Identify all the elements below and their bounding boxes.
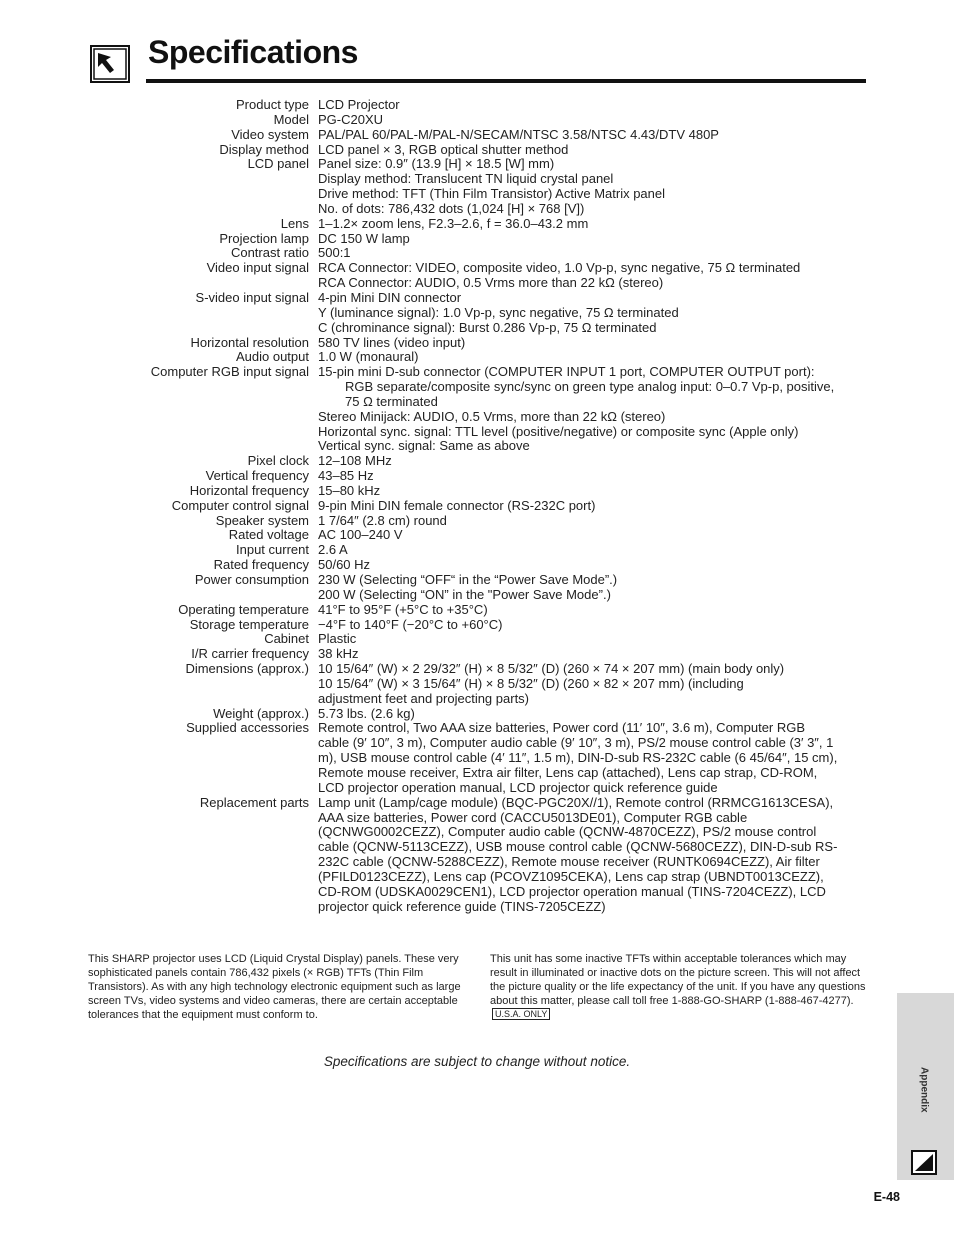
spec-value-line: AC 100–240 V bbox=[318, 527, 403, 543]
spec-label: Computer RGB input signal bbox=[150, 364, 309, 380]
spec-value-line: Stereo Minijack: AUDIO, 0.5 Vrms, more than 22 kΩ (stereo) bbox=[318, 408, 666, 424]
spec-label: Projection lamp bbox=[219, 230, 309, 246]
spec-value-line: projector quick reference guide (TINS-7205CEZZ) bbox=[318, 898, 606, 914]
spec-value-line: LCD Projector bbox=[318, 97, 400, 112]
spec-row bbox=[90, 454, 870, 469]
spec-value-line: 9-pin Mini DIN female connector (RS-232C port) bbox=[318, 497, 596, 513]
spec-value-line: 232C cable (QCNW-5288CEZZ), Remote mouse receiver (RUNTK0694CEZZ), Air filter bbox=[318, 854, 820, 870]
spec-values bbox=[318, 662, 870, 707]
spec-value-line: 1.0 W (monaural) bbox=[318, 349, 419, 365]
spec-label: Weight (approx.) bbox=[213, 705, 309, 721]
spec-row bbox=[90, 350, 870, 365]
spec-value-line: 41°F to 95°F (+5°C to +35°C) bbox=[318, 601, 488, 617]
spec-label: Vertical frequency bbox=[205, 468, 309, 484]
spec-values bbox=[318, 499, 870, 514]
spec-row bbox=[90, 128, 870, 143]
spec-values bbox=[318, 573, 870, 603]
spec-value-line: 1 7/64″ (2.8 cm) round bbox=[318, 512, 447, 528]
corner-square-icon bbox=[911, 1150, 937, 1175]
spec-values bbox=[318, 291, 870, 336]
spec-value-line: PG-C20XU bbox=[318, 111, 384, 127]
corner-arrow-icon bbox=[90, 45, 130, 83]
spec-label: Product type bbox=[236, 97, 309, 112]
spec-value-line: 38 kHz bbox=[318, 646, 359, 662]
spec-row bbox=[90, 365, 870, 380]
spec-values bbox=[318, 528, 870, 543]
spec-value-line: (PFILD0123CEZZ), Lens cap (PCOVZ1095CEKA), Lens cap strap (UBNDT0013CEZZ), bbox=[318, 868, 824, 884]
spec-label: Speaker system bbox=[215, 512, 309, 528]
spec-values bbox=[318, 336, 870, 351]
spec-label: Display method bbox=[219, 141, 309, 157]
spec-value-line: Lamp unit (Lamp/cage module) (BQC-PGC20X//1), Remote control (RRMCG1613CESA), bbox=[318, 794, 834, 810]
notice-text: Specifications are subject to change without notice. bbox=[323, 1054, 631, 1069]
spec-label: Video system bbox=[231, 126, 309, 142]
spec-row bbox=[90, 484, 870, 499]
spec-value-line: LCD projector operation manual, LCD projector quick reference guide bbox=[318, 779, 718, 795]
spec-row bbox=[90, 246, 870, 261]
spec-row bbox=[90, 469, 870, 484]
spec-label: Storage temperature bbox=[189, 616, 309, 632]
spec-values bbox=[318, 261, 870, 291]
spec-label: Rated voltage bbox=[228, 527, 309, 543]
spec-value-line: Display method: Translucent TN liquid crystal panel bbox=[318, 171, 614, 187]
spec-row bbox=[90, 647, 870, 662]
spec-label: Model bbox=[273, 111, 309, 127]
spec-label: S-video input signal bbox=[195, 289, 309, 305]
spec-value-line: Panel size: 0.9″ (13.9 [H] × 18.5 [W] mm) bbox=[318, 156, 555, 172]
spec-value-line: 500:1 bbox=[318, 245, 351, 261]
spec-value-line: Drive method: TFT (Thin Film Transistor) Active Matrix panel bbox=[318, 186, 666, 202]
spec-values bbox=[318, 410, 870, 455]
spec-value-line: cable (9′ 10″, 3 m), Computer audio cable (9′ 10″, 3 m), PS/2 mouse control cable (3′ 3″, 1 bbox=[318, 735, 834, 751]
spec-value-line: CD-ROM (UDSKA0029CEN1), LCD projector operation manual (TINS-7204CEZZ), LCD bbox=[318, 883, 826, 899]
spec-values bbox=[318, 647, 870, 662]
spec-value-line: PAL/PAL 60/PAL-M/PAL-N/SECAM/NTSC 3.58/NTSC 4.43/DTV 480P bbox=[318, 126, 719, 142]
spec-row bbox=[90, 543, 870, 558]
spec-values bbox=[318, 469, 870, 484]
spec-value-line: 15–80 kHz bbox=[318, 482, 381, 498]
lcd-note-contact: If you have any questions about this matter, please call toll free 1-888-GO-SHARP (1-888-467-4277). bbox=[490, 981, 866, 1007]
spec-row bbox=[90, 261, 870, 291]
page-title: Specifications bbox=[148, 34, 358, 70]
spec-value-line: 43–85 Hz bbox=[318, 468, 374, 484]
spec-values bbox=[318, 113, 870, 128]
spec-value-line: adjustment feet and projecting parts) bbox=[318, 690, 530, 706]
spec-values bbox=[318, 796, 870, 915]
spec-row bbox=[90, 380, 870, 410]
spec-row bbox=[90, 157, 870, 216]
spec-label: Computer control signal bbox=[171, 497, 309, 513]
spec-row bbox=[90, 662, 870, 707]
spec-row bbox=[90, 499, 870, 514]
spec-row bbox=[90, 410, 870, 455]
spec-values bbox=[318, 707, 870, 722]
spec-value-line: DC 150 W lamp bbox=[318, 230, 410, 246]
appendix-tab-label: Appendix bbox=[918, 1067, 930, 1113]
spec-value-line: 12–108 MHz bbox=[318, 453, 392, 469]
spec-value-line: 5.73 lbs. (2.6 kg) bbox=[318, 705, 415, 721]
spec-value-line: Y (luminance signal): 1.0 Vp-p, sync negative, 75 Ω terminated bbox=[318, 304, 679, 320]
spec-label: Lens bbox=[280, 215, 309, 231]
spec-label: Replacement parts bbox=[199, 794, 309, 810]
spec-value-line: No. of dots: 786,432 dots (1,024 [H] × 768 [V]) bbox=[318, 200, 585, 216]
spec-row bbox=[90, 143, 870, 158]
spec-label: Dimensions (approx.) bbox=[185, 661, 309, 677]
spec-label: Contrast ratio bbox=[230, 245, 309, 261]
spec-value-line: (QCNWG0002CEZZ), Computer audio cable (QCNW-4870CEZZ), PS/2 mouse control bbox=[318, 824, 817, 840]
spec-value-line: Remote control, Two AAA size batteries, Power cord (11′ 10″, 3.6 m), Computer RGB bbox=[318, 720, 806, 736]
spec-values bbox=[318, 232, 870, 247]
spec-label: Power consumption bbox=[194, 572, 309, 587]
spec-value-line: RGB separate/composite sync/sync on green type analog input: 0–0.7 Vp-p, positive, bbox=[345, 379, 835, 395]
spec-label: Horizontal frequency bbox=[189, 482, 309, 498]
spec-row bbox=[90, 232, 870, 247]
spec-values bbox=[318, 98, 870, 113]
page-number: E-48 bbox=[873, 1190, 900, 1204]
spec-row bbox=[90, 573, 870, 603]
spec-row bbox=[90, 336, 870, 351]
spec-values bbox=[318, 632, 870, 647]
spec-row bbox=[90, 217, 870, 232]
spec-label: Supplied accessories bbox=[186, 720, 309, 736]
spec-label: Horizontal resolution bbox=[190, 334, 309, 350]
spec-label: LCD panel bbox=[247, 156, 309, 172]
spec-row bbox=[90, 98, 870, 113]
spec-value-line: 15-pin mini D-sub connector (COMPUTER INPUT 1 port, COMPUTER OUTPUT port): bbox=[318, 364, 815, 380]
spec-value-line: RCA Connector: AUDIO, 0.5 Vrms more than 22 kΩ (stereo) bbox=[318, 275, 664, 291]
spec-value-line: 1–1.2× zoom lens, F2.3–2.6, f = 36.0–43.2 mm bbox=[318, 215, 589, 231]
spec-label: I/R carrier frequency bbox=[191, 646, 309, 662]
spec-values bbox=[318, 618, 870, 633]
spec-label: Rated frequency bbox=[213, 557, 309, 573]
spec-value-line: Remote mouse receiver, Extra air filter, Lens cap (attached), Lens cap strap, CD-ROM, bbox=[318, 764, 818, 780]
spec-row bbox=[90, 291, 870, 336]
spec-label bbox=[90, 410, 318, 455]
spec-values bbox=[318, 454, 870, 469]
spec-row bbox=[90, 707, 870, 722]
spec-value-line: −4°F to 140°F (−20°C to +60°C) bbox=[318, 616, 503, 632]
spec-values bbox=[318, 514, 870, 529]
spec-label: Cabinet bbox=[264, 631, 309, 647]
spec-value-line: AAA size batteries, Power cord (CACCU5013DE01), Computer RGB cable bbox=[318, 809, 748, 825]
spec-label: Audio output bbox=[235, 349, 309, 365]
spec-value-line: 200 W (Selecting “ON” in the "Power Save Mode”.) bbox=[318, 586, 611, 602]
spec-label: Operating temperature bbox=[178, 601, 309, 617]
spec-label: Input current bbox=[236, 542, 309, 558]
spec-values bbox=[318, 603, 870, 618]
lcd-note-tolerance: This unit has some inactive TFTs within acceptable tolerances which may result in illuminated or inactive dots on the picture screen. This will not affect the picture quality or the life expectancy of the unit. bbox=[490, 953, 861, 993]
spec-row bbox=[90, 113, 870, 128]
spec-values bbox=[318, 558, 870, 573]
spec-value-line: Plastic bbox=[318, 631, 357, 647]
specifications-table bbox=[90, 98, 870, 914]
spec-row bbox=[90, 514, 870, 529]
spec-values bbox=[318, 128, 870, 143]
spec-value-line: 10 15/64″ (W) × 3 15/64″ (H) × 8 5/32″ (D) (260 × 82 × 207 mm) (including bbox=[318, 675, 744, 691]
spec-value-line: 230 W (Selecting “OFF“ in the “Power Save Mode”.) bbox=[318, 572, 618, 587]
spec-values bbox=[318, 365, 870, 380]
spec-values bbox=[318, 143, 870, 158]
spec-value-line: RCA Connector: VIDEO, composite video, 1.0 Vp-p, sync negative, 75 Ω terminated bbox=[318, 260, 801, 276]
spec-value-line: C (chrominance signal): Burst 0.286 Vp-p, 75 Ω terminated bbox=[318, 319, 657, 335]
spec-row bbox=[90, 618, 870, 633]
spec-values bbox=[318, 484, 870, 499]
spec-row bbox=[90, 603, 870, 618]
title-underline bbox=[146, 79, 866, 83]
spec-label: Video input signal bbox=[206, 260, 309, 276]
spec-value-line: cable (QCNW-5113CEZZ), USB mouse control cable (QCNW-5680CEZZ), DIN-D-sub RS- bbox=[318, 839, 838, 855]
specifications-notice bbox=[0, 1054, 954, 1069]
spec-value-line: Horizontal sync. signal: TTL level (positive/negative) or composite sync (Apple only) bbox=[318, 423, 799, 439]
spec-value-line: Vertical sync. signal: Same as above bbox=[318, 438, 530, 454]
spec-value-line: 580 TV lines (video input) bbox=[318, 334, 466, 350]
spec-values bbox=[318, 217, 870, 232]
spec-value-line: LCD panel × 3, RGB optical shutter method bbox=[318, 141, 569, 157]
spec-value-line: 10 15/64″ (W) × 2 29/32″ (H) × 8 5/32″ (D) (260 × 74 × 207 mm) (main body only) bbox=[318, 661, 785, 677]
spec-label: Pixel clock bbox=[247, 453, 309, 469]
spec-values bbox=[318, 721, 870, 795]
usa-only-badge: U.S.A. ONLY bbox=[492, 1008, 550, 1020]
spec-label bbox=[90, 380, 318, 410]
spec-values bbox=[318, 350, 870, 365]
spec-values bbox=[318, 157, 870, 216]
spec-value-line: 4-pin Mini DIN connector bbox=[318, 289, 462, 305]
spec-row bbox=[90, 721, 870, 795]
spec-row bbox=[90, 632, 870, 647]
spec-row bbox=[90, 528, 870, 543]
spec-value-line: 50/60 Hz bbox=[318, 557, 371, 573]
lcd-note-right bbox=[490, 952, 868, 1022]
spec-values bbox=[318, 380, 870, 410]
spec-values bbox=[318, 543, 870, 558]
spec-row bbox=[90, 796, 870, 915]
spec-value-line: m), USB mouse control cable (4′ 11″, 1.5 m), DIN-D-sub RS-232C cable (6 45/64″, 15 cm), bbox=[318, 750, 838, 766]
spec-values bbox=[318, 246, 870, 261]
spec-value-line: 75 Ω terminated bbox=[345, 393, 438, 409]
spec-row bbox=[90, 558, 870, 573]
spec-value-line: 2.6 A bbox=[318, 542, 348, 558]
lcd-note-left: This SHARP projector uses LCD (Liquid Crystal Display) panels. These very sophisticated panels contain 786,432 pixels (× RGB) TFTs (Thin Film Transistors). As with any high technology electronic equipment such as large screen TVs, video systems and video cameras, there are certain acceptable tolerances that the equipment must conform to. bbox=[88, 953, 461, 1021]
